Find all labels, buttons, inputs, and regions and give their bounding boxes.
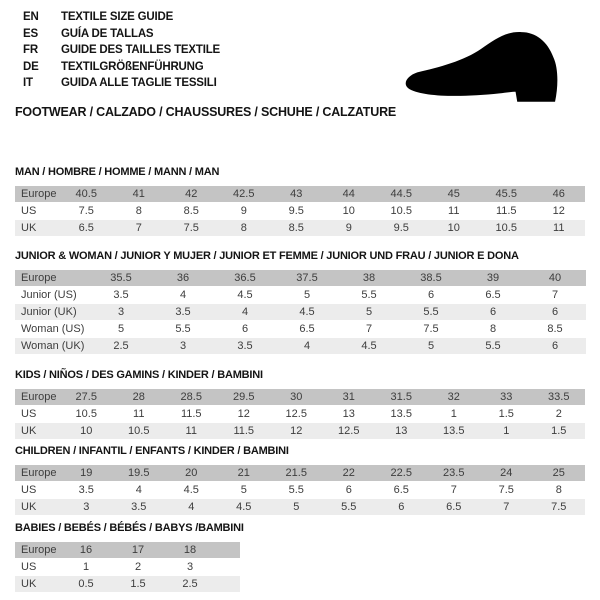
header-value-cell: 28.5 bbox=[165, 389, 218, 406]
row-value-cell: 9.5 bbox=[270, 203, 323, 220]
row-value-cell: 13.5 bbox=[428, 423, 481, 440]
row-value-cell: 5.5 bbox=[270, 482, 323, 499]
row-label-cell: UK bbox=[15, 499, 60, 516]
row-value-cell: 6.5 bbox=[428, 499, 481, 516]
row-value-cell: 10.5 bbox=[480, 220, 533, 237]
row-value-cell: 5 bbox=[338, 304, 400, 321]
row-label-cell: UK bbox=[15, 423, 60, 440]
row-filler-cell bbox=[216, 576, 240, 593]
row-value-cell: 13 bbox=[323, 406, 376, 423]
row-value-cell: 5 bbox=[270, 499, 323, 516]
language-row bbox=[23, 42, 220, 59]
row-value-cell: 1 bbox=[480, 423, 533, 440]
row-value-cell: 10.5 bbox=[113, 423, 166, 440]
size-table-section bbox=[15, 522, 244, 593]
table-row bbox=[15, 499, 585, 516]
table-row bbox=[15, 482, 585, 499]
header-value-cell: 33 bbox=[480, 389, 533, 406]
row-value-cell: 7.5 bbox=[60, 203, 113, 220]
row-label-cell: US bbox=[15, 406, 60, 423]
category-title: FOOTWEAR / CALZADO / CHAUSSURES / SCHUHE / CALZATURE bbox=[15, 105, 397, 119]
row-value-cell: 10.5 bbox=[60, 406, 113, 423]
row-value-cell: 6 bbox=[400, 287, 462, 304]
row-value-cell: 3 bbox=[164, 559, 216, 576]
language-label: GUIDA ALLE TAGLIE TESSILI bbox=[61, 77, 217, 89]
header-value-cell: 45.5 bbox=[480, 186, 533, 203]
language-code: EN bbox=[23, 11, 39, 23]
header-label-cell: Europe bbox=[15, 186, 60, 203]
table-header-row bbox=[15, 389, 585, 406]
header-value-cell: 22 bbox=[323, 465, 376, 482]
header-value-cell: 20 bbox=[165, 465, 218, 482]
row-value-cell: 8 bbox=[218, 220, 271, 237]
row-value-cell: 6 bbox=[323, 482, 376, 499]
row-value-cell: 5.5 bbox=[338, 287, 400, 304]
language-code: ES bbox=[23, 27, 38, 40]
header-value-cell: 37.5 bbox=[276, 270, 338, 287]
row-value-cell: 2 bbox=[112, 559, 164, 576]
row-value-cell: 3.5 bbox=[90, 287, 152, 304]
row-value-cell: 6 bbox=[524, 338, 586, 355]
row-value-cell: 3 bbox=[152, 338, 214, 355]
row-value-cell: 11.5 bbox=[165, 406, 218, 423]
row-value-cell: 10.5 bbox=[375, 203, 428, 220]
language-label: TEXTILGRÖßENFÜHRUNG bbox=[61, 60, 204, 73]
header-value-cell: 17 bbox=[112, 542, 164, 559]
language-code: DE bbox=[23, 60, 39, 73]
row-value-cell: 10 bbox=[428, 220, 481, 237]
header-value-cell: 43 bbox=[270, 186, 323, 203]
row-value-cell: 4.5 bbox=[276, 304, 338, 321]
row-value-cell: 6 bbox=[375, 499, 428, 516]
row-value-cell: 5.5 bbox=[323, 499, 376, 516]
row-value-cell: 4 bbox=[152, 287, 214, 304]
row-value-cell: 12.5 bbox=[323, 423, 376, 440]
header-label-cell: Europe bbox=[15, 270, 90, 287]
table-header-row bbox=[15, 465, 585, 482]
row-label-cell: Woman (UK) bbox=[15, 338, 90, 355]
row-value-cell: 7.5 bbox=[400, 321, 462, 338]
row-label-cell: US bbox=[15, 482, 60, 499]
row-value-cell: 5 bbox=[276, 287, 338, 304]
size-table bbox=[15, 542, 240, 593]
row-value-cell: 5 bbox=[90, 321, 152, 338]
row-value-cell: 8 bbox=[462, 321, 524, 338]
row-value-cell: 13.5 bbox=[375, 406, 428, 423]
row-value-cell: 12 bbox=[270, 423, 323, 440]
row-value-cell: 7 bbox=[480, 499, 533, 516]
row-value-cell: 5.5 bbox=[462, 338, 524, 355]
language-code: IT bbox=[23, 77, 33, 89]
row-label-cell: UK bbox=[15, 576, 60, 593]
table-title: JUNIOR & WOMAN / JUNIOR Y MUJER / JUNIOR ET FEMME / JUNIOR UND FRAU / JUNIOR E DONA bbox=[15, 250, 519, 262]
header-value-cell: 40 bbox=[524, 270, 586, 287]
header-value-cell: 39 bbox=[462, 270, 524, 287]
row-label-cell: Woman (US) bbox=[15, 321, 90, 338]
row-value-cell: 8 bbox=[533, 482, 586, 499]
row-value-cell: 5.5 bbox=[400, 304, 462, 321]
row-value-cell: 10 bbox=[323, 203, 376, 220]
row-value-cell: 5 bbox=[218, 482, 271, 499]
row-value-cell: 6 bbox=[214, 321, 276, 338]
size-table-section bbox=[15, 445, 585, 516]
header-value-cell: 44.5 bbox=[375, 186, 428, 203]
row-value-cell: 11.5 bbox=[480, 203, 533, 220]
row-value-cell: 11 bbox=[113, 406, 166, 423]
language-row bbox=[23, 26, 220, 43]
header-value-cell: 19 bbox=[60, 465, 113, 482]
table-row bbox=[15, 338, 586, 355]
row-value-cell: 3 bbox=[90, 304, 152, 321]
header-value-cell: 46 bbox=[533, 186, 586, 203]
header-label-cell: Europe bbox=[15, 389, 60, 406]
row-value-cell: 4 bbox=[276, 338, 338, 355]
header-value-cell: 35.5 bbox=[90, 270, 152, 287]
row-value-cell: 3.5 bbox=[60, 482, 113, 499]
table-title: BABIES / BEBÉS / BÉBÉS / BABYS /BAMBINI bbox=[15, 522, 244, 534]
row-filler-cell bbox=[216, 559, 240, 576]
row-value-cell: 2.5 bbox=[90, 338, 152, 355]
row-value-cell: 3 bbox=[60, 499, 113, 516]
table-header-row bbox=[15, 186, 585, 203]
row-value-cell: 1.5 bbox=[480, 406, 533, 423]
row-value-cell: 1.5 bbox=[533, 423, 586, 440]
dress-shoe-icon bbox=[390, 22, 584, 106]
row-value-cell: 6.5 bbox=[462, 287, 524, 304]
row-value-cell: 12.5 bbox=[270, 406, 323, 423]
header-value-cell: 33.5 bbox=[533, 389, 586, 406]
header-value-cell: 38.5 bbox=[400, 270, 462, 287]
row-value-cell: 7.5 bbox=[165, 220, 218, 237]
row-value-cell: 4 bbox=[113, 482, 166, 499]
row-label-cell: US bbox=[15, 203, 60, 220]
table-row bbox=[15, 423, 585, 440]
row-value-cell: 11 bbox=[533, 220, 586, 237]
header-value-cell: 44 bbox=[323, 186, 376, 203]
header-value-cell: 27.5 bbox=[60, 389, 113, 406]
table-row bbox=[15, 406, 585, 423]
size-table bbox=[15, 186, 585, 237]
row-value-cell: 1 bbox=[428, 406, 481, 423]
row-value-cell: 11.5 bbox=[218, 423, 271, 440]
header-value-cell: 21 bbox=[218, 465, 271, 482]
header-value-cell: 22.5 bbox=[375, 465, 428, 482]
row-value-cell: 5 bbox=[400, 338, 462, 355]
size-table bbox=[15, 270, 586, 355]
row-value-cell: 10 bbox=[60, 423, 113, 440]
table-row bbox=[15, 559, 240, 576]
table-title: MAN / HOMBRE / HOMME / MANN / MAN bbox=[15, 166, 220, 178]
size-table bbox=[15, 389, 585, 440]
row-value-cell: 7 bbox=[524, 287, 586, 304]
language-label: GUIDE DES TAILLES TEXTILE bbox=[61, 44, 220, 56]
header-value-cell: 29.5 bbox=[218, 389, 271, 406]
row-value-cell: 4.5 bbox=[338, 338, 400, 355]
table-title: KIDS / NIÑOS / DES GAMINS / KINDER / BAMBINI bbox=[15, 369, 263, 381]
row-value-cell: 9 bbox=[323, 220, 376, 237]
language-row bbox=[23, 75, 220, 92]
table-row bbox=[15, 576, 240, 593]
header-value-cell: 42.5 bbox=[218, 186, 271, 203]
row-value-cell: 9.5 bbox=[375, 220, 428, 237]
row-value-cell: 6.5 bbox=[375, 482, 428, 499]
header-value-cell: 31.5 bbox=[375, 389, 428, 406]
size-table-section bbox=[15, 369, 585, 440]
row-value-cell: 7 bbox=[338, 321, 400, 338]
row-value-cell: 4 bbox=[214, 304, 276, 321]
row-value-cell: 8 bbox=[113, 203, 166, 220]
row-value-cell: 0.5 bbox=[60, 576, 112, 593]
header-value-cell: 38 bbox=[338, 270, 400, 287]
header-value-cell: 36.5 bbox=[214, 270, 276, 287]
row-label-cell: US bbox=[15, 559, 60, 576]
row-value-cell: 2 bbox=[533, 406, 586, 423]
table-row bbox=[15, 304, 586, 321]
row-value-cell: 7.5 bbox=[533, 499, 586, 516]
row-value-cell: 3.5 bbox=[152, 304, 214, 321]
row-value-cell: 11 bbox=[428, 203, 481, 220]
table-title: CHILDREN / INFANTIL / ENFANTS / KINDER / BAMBINI bbox=[15, 445, 289, 457]
header-label-cell: Europe bbox=[15, 542, 60, 559]
header-value-cell: 25 bbox=[533, 465, 586, 482]
row-value-cell: 7 bbox=[428, 482, 481, 499]
header-label-cell: Europe bbox=[15, 465, 60, 482]
row-label-cell: Junior (UK) bbox=[15, 304, 90, 321]
row-value-cell: 11 bbox=[165, 423, 218, 440]
language-row bbox=[23, 9, 220, 26]
language-label: TEXTILE SIZE GUIDE bbox=[61, 11, 174, 23]
language-row bbox=[23, 59, 220, 76]
language-title-block bbox=[23, 9, 220, 92]
row-value-cell: 8.5 bbox=[165, 203, 218, 220]
header-value-cell: 18 bbox=[164, 542, 216, 559]
row-value-cell: 12 bbox=[533, 203, 586, 220]
row-value-cell: 3.5 bbox=[113, 499, 166, 516]
row-value-cell: 1 bbox=[60, 559, 112, 576]
row-value-cell: 3.5 bbox=[214, 338, 276, 355]
language-label: GUÍA DE TALLAS bbox=[61, 27, 154, 40]
size-table bbox=[15, 465, 585, 516]
table-row bbox=[15, 220, 585, 237]
row-value-cell: 9 bbox=[218, 203, 271, 220]
language-code: FR bbox=[23, 44, 38, 56]
header-value-cell: 31 bbox=[323, 389, 376, 406]
row-value-cell: 7 bbox=[113, 220, 166, 237]
size-table-section bbox=[15, 166, 585, 237]
row-value-cell: 8.5 bbox=[270, 220, 323, 237]
table-header-row bbox=[15, 542, 240, 559]
row-value-cell: 2.5 bbox=[164, 576, 216, 593]
size-table-section bbox=[15, 250, 586, 355]
header-value-cell: 16 bbox=[60, 542, 112, 559]
header-value-cell: 40.5 bbox=[60, 186, 113, 203]
header-value-cell: 30 bbox=[270, 389, 323, 406]
table-row bbox=[15, 287, 586, 304]
header-value-cell: 32 bbox=[428, 389, 481, 406]
row-value-cell: 6 bbox=[462, 304, 524, 321]
row-value-cell: 13 bbox=[375, 423, 428, 440]
row-value-cell: 8.5 bbox=[524, 321, 586, 338]
header-value-cell: 36 bbox=[152, 270, 214, 287]
header-value-cell: 28 bbox=[113, 389, 166, 406]
row-value-cell: 6.5 bbox=[276, 321, 338, 338]
header-value-cell: 23.5 bbox=[428, 465, 481, 482]
header-value-cell: 45 bbox=[428, 186, 481, 203]
row-value-cell: 4 bbox=[165, 499, 218, 516]
row-label-cell: Junior (US) bbox=[15, 287, 90, 304]
row-value-cell: 4.5 bbox=[214, 287, 276, 304]
table-row bbox=[15, 321, 586, 338]
row-value-cell: 6 bbox=[524, 304, 586, 321]
row-value-cell: 4.5 bbox=[165, 482, 218, 499]
table-row bbox=[15, 203, 585, 220]
row-value-cell: 5.5 bbox=[152, 321, 214, 338]
row-value-cell: 12 bbox=[218, 406, 271, 423]
row-value-cell: 6.5 bbox=[60, 220, 113, 237]
header-value-cell: 19.5 bbox=[113, 465, 166, 482]
table-header-row bbox=[15, 270, 586, 287]
row-value-cell: 4.5 bbox=[218, 499, 271, 516]
header-value-cell: 42 bbox=[165, 186, 218, 203]
header-value-cell: 21.5 bbox=[270, 465, 323, 482]
row-value-cell: 7.5 bbox=[480, 482, 533, 499]
header-value-cell: 24 bbox=[480, 465, 533, 482]
row-value-cell: 1.5 bbox=[112, 576, 164, 593]
header-value-cell: 41 bbox=[113, 186, 166, 203]
row-label-cell: UK bbox=[15, 220, 60, 237]
header-filler-cell bbox=[216, 542, 240, 559]
